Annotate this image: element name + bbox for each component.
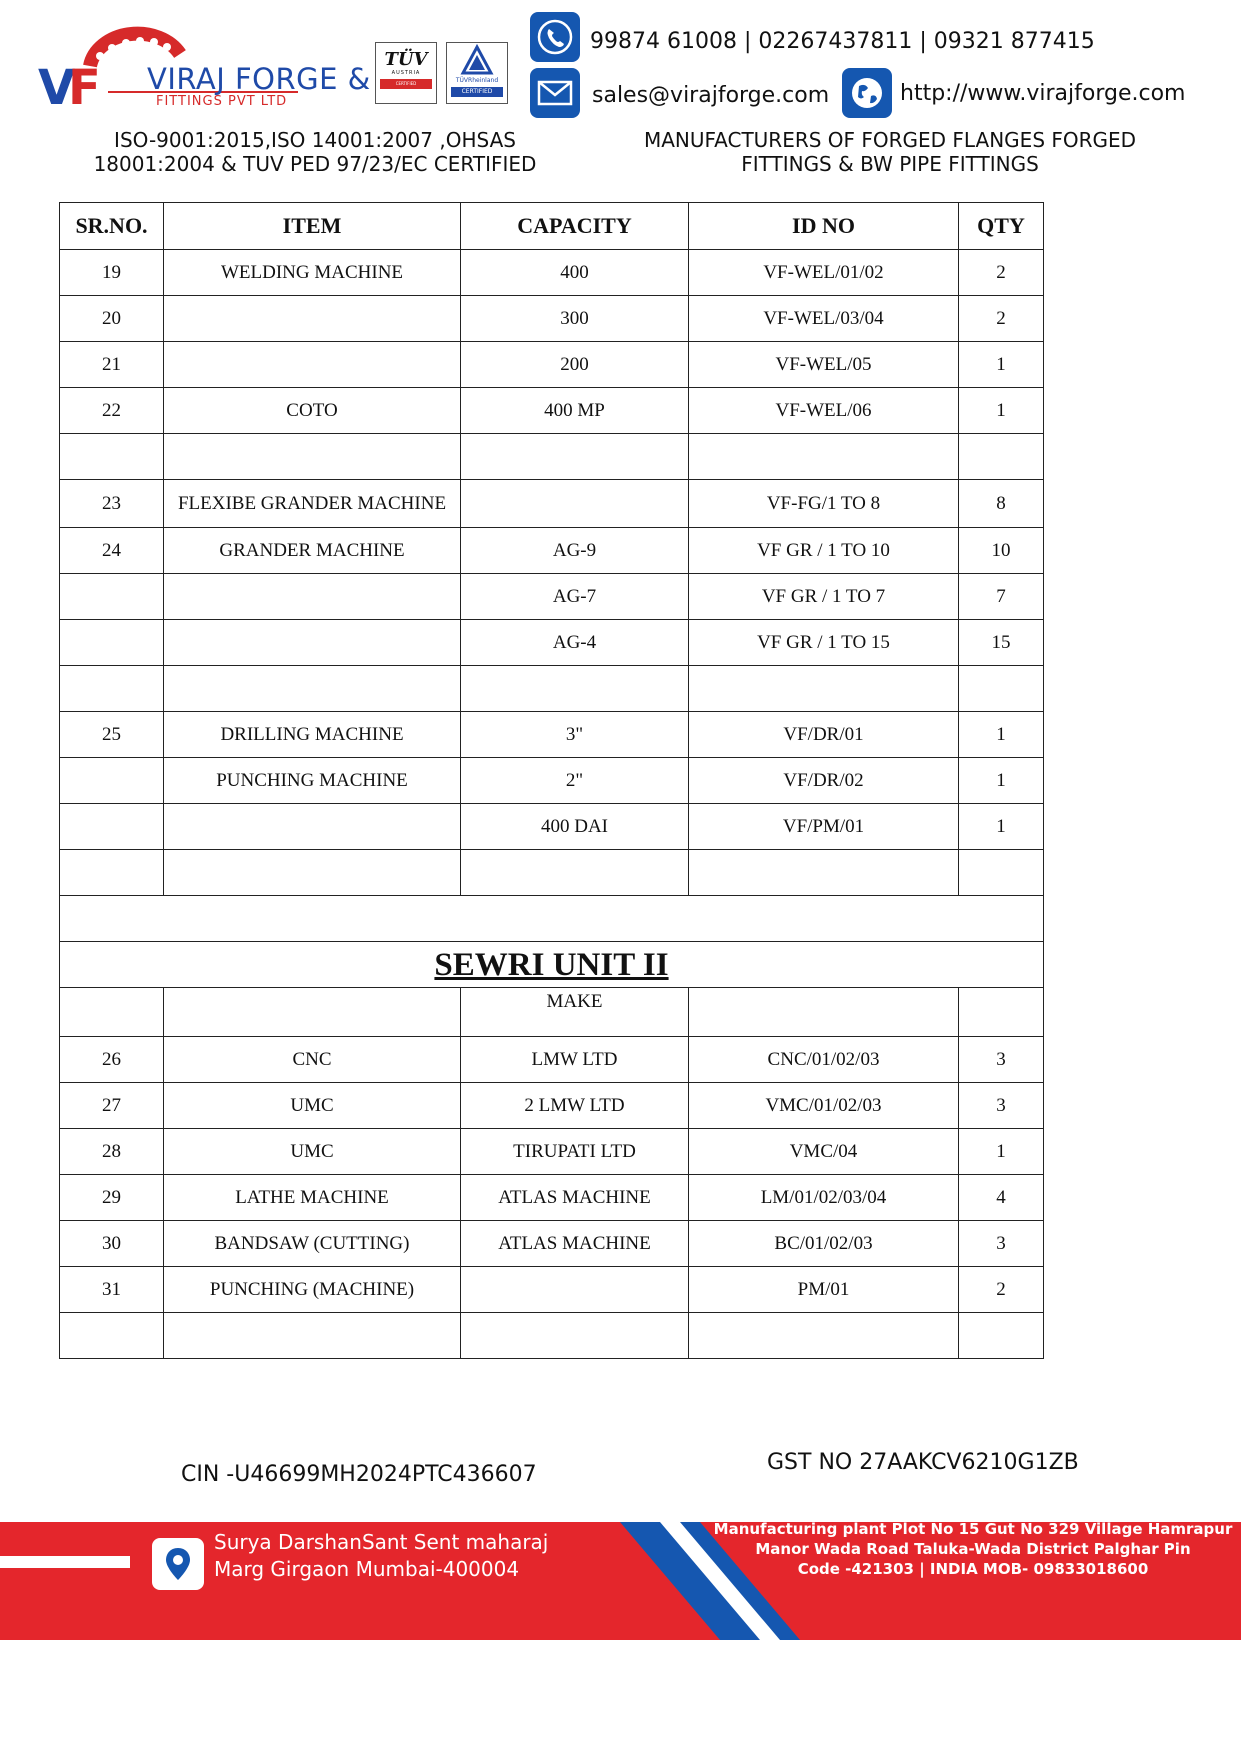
certifications-line-2: 18001:2004 & TUV PED 97/23/EC CERTIFIED <box>93 152 537 176</box>
header-capacity: CAPACITY <box>461 203 689 250</box>
table-row: 26 CNC LMW LTD CNC/01/02/03 3 <box>60 1037 1044 1083</box>
email-icon <box>530 68 580 118</box>
header-qty: QTY <box>959 203 1044 250</box>
svg-text:F: F <box>68 60 101 116</box>
table-row: 28 UMC TIRUPATI LTD VMC/04 1 <box>60 1129 1044 1175</box>
table-row-empty <box>60 434 1044 480</box>
office-address-line-2: Marg Girgaon Mumbai-400004 <box>214 1557 520 1581</box>
table-row: 23 FLEXIBE GRANDER MACHINE VF-FG/1 TO 8 8 <box>60 480 1044 528</box>
table-row: 30 BANDSAW (CUTTING) ATLAS MACHINE BC/01/02/03 3 <box>60 1221 1044 1267</box>
header-id-no: ID NO <box>689 203 959 250</box>
make-label-row <box>60 988 1044 1037</box>
table-row: AG-7 VF GR / 1 TO 7 7 <box>60 574 1044 620</box>
section-title: SEWRI UNIT II <box>60 942 1044 988</box>
table-row: 29 LATHE MACHINE ATLAS MACHINE LM/01/02/03/04 4 <box>60 1175 1044 1221</box>
table-row-empty <box>60 666 1044 712</box>
company-subname: FITTINGS PVT LTD <box>156 94 288 109</box>
contact-phones: 99874 61008 | 02267437811 | 09321 877415 <box>590 29 1095 54</box>
company-name: VIRAJ FORGE & <box>147 62 371 96</box>
plant-address-line-2: Manor Wada Road Taluka-Wada District Palghar Pin <box>755 1540 1191 1558</box>
table-row: PUNCHING MACHINE 2" VF/DR/02 1 <box>60 758 1044 804</box>
certifications-line-1: ISO-9001:2015,ISO 14001:2007 ,OHSAS <box>114 128 516 152</box>
table-row: AG-4 VF GR / 1 TO 15 15 <box>60 620 1044 666</box>
table-row: 400 DAI VF/PM/01 1 <box>60 804 1044 850</box>
table-row: 22 COTO 400 MP VF-WEL/06 1 <box>60 388 1044 434</box>
tuv-austria-badge: TÜV AUSTRIA CERTIFIED <box>375 42 437 104</box>
phone-icon <box>530 12 580 62</box>
contact-website[interactable]: http://www.virajforge.com <box>900 81 1186 106</box>
cin-number: CIN -U46699MH2024PTC436607 <box>181 1462 537 1487</box>
svg-text:V: V <box>38 60 70 116</box>
location-pin-icon <box>152 1538 204 1590</box>
table-row: 20 300 VF-WEL/03/04 2 <box>60 296 1044 342</box>
gst-number: GST NO 27AAKCV6210G1ZB <box>767 1450 1079 1475</box>
make-label: MAKE <box>461 988 689 1037</box>
table-row: 31 PUNCHING (MACHINE) PM/01 2 <box>60 1267 1044 1313</box>
plant-address-line-3: Code -421303 | INDIA MOB- 09833018600 <box>797 1560 1149 1578</box>
plant-address <box>712 1519 1234 1579</box>
table-row-empty <box>60 850 1044 896</box>
header-sr-no: SR.NO. <box>60 203 164 250</box>
manufacturer-line-2: FITTINGS & BW PIPE FITTINGS <box>741 152 1039 176</box>
office-address-line-1: Surya DarshanSant Sent maharaj <box>214 1530 549 1554</box>
manufacturer-line-1: MANUFACTURERS OF FORGED FLANGES FORGED <box>643 128 1137 152</box>
machine-inventory-table <box>59 202 1044 1359</box>
table-row-spacer <box>60 896 1044 942</box>
table-row: 24 GRANDER MACHINE AG-9 VF GR / 1 TO 10 10 <box>60 528 1044 574</box>
contact-email[interactable]: sales@virajforge.com <box>592 83 830 108</box>
table-row: 27 UMC 2 LMW LTD VMC/01/02/03 3 <box>60 1083 1044 1129</box>
table-header-row <box>60 203 1044 250</box>
header-item: ITEM <box>164 203 461 250</box>
table-row-empty <box>60 1313 1044 1359</box>
table-row: 21 200 VF-WEL/05 1 <box>60 342 1044 388</box>
tuv-rheinland-badge: TÜVRheinland CERTIFIED <box>446 42 508 104</box>
table-row: 25 DRILLING MACHINE 3" VF/DR/01 1 <box>60 712 1044 758</box>
company-logo <box>38 22 378 117</box>
section-title-row <box>60 942 1044 988</box>
table-row: 19 WELDING MACHINE 400 VF-WEL/01/02 2 <box>60 250 1044 296</box>
plant-address-line-1: Manufacturing plant Plot No 15 Gut No 329 Village Hamrapur <box>713 1520 1233 1538</box>
globe-icon <box>842 68 892 118</box>
